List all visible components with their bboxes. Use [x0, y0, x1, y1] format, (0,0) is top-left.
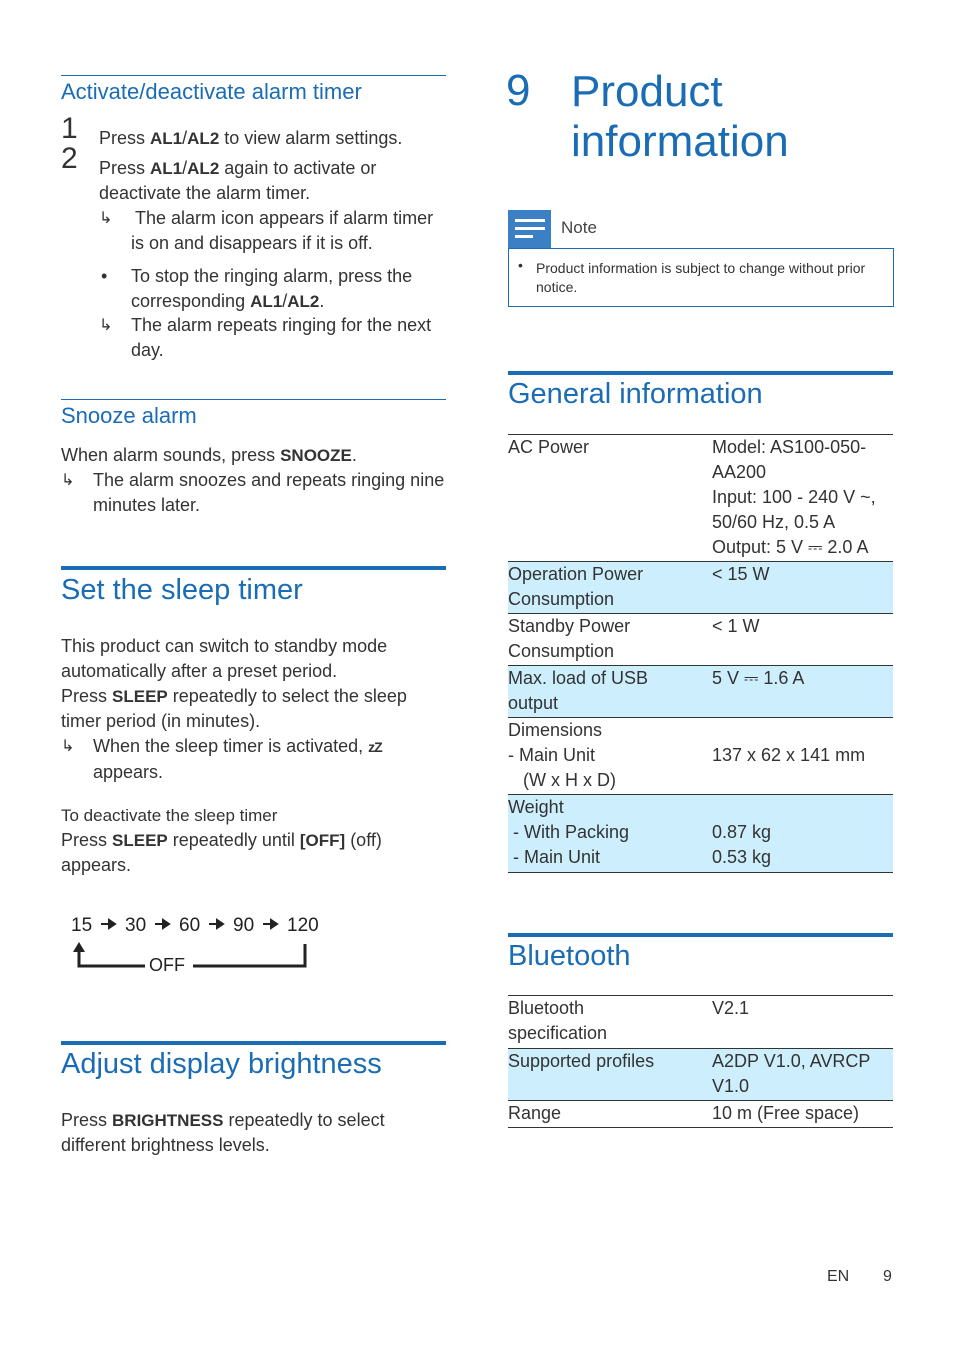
- text: .: [351, 445, 357, 465]
- sleep-cycle-diagram: [69, 908, 329, 978]
- step-number: 2: [61, 142, 78, 175]
- table-row: [508, 666, 893, 718]
- cell-line: [508, 460, 712, 485]
- sleep-title: Set the sleep timer: [61, 574, 303, 606]
- bullet-text: [99, 264, 446, 314]
- cycle-arrow-icon: [263, 920, 277, 928]
- text: repeatedly to select: [223, 1110, 385, 1130]
- text: The alarm repeats ringing for the next: [131, 315, 432, 335]
- text: appears.: [61, 855, 132, 875]
- table-row: [508, 435, 893, 562]
- key-brightness: BRIGHTNESS: [112, 1111, 224, 1130]
- cycle-value: 60: [179, 915, 201, 936]
- text: Press: [61, 830, 113, 850]
- cell-line: AC Power: [508, 437, 590, 457]
- spec-label: [508, 718, 712, 795]
- cell-line: Operation Power: [508, 564, 644, 584]
- cycle-arrow-icon: [101, 920, 115, 928]
- chapter-title: [571, 67, 789, 167]
- text: timer period (in minutes).: [61, 711, 261, 731]
- step-text: [99, 156, 446, 206]
- cell-line: Max. load of USB: [508, 668, 649, 688]
- text: automatically after a preset period.: [61, 661, 338, 681]
- key-al2: AL2: [187, 159, 220, 178]
- spec-value: [712, 795, 893, 873]
- alarm-step-1: [61, 112, 446, 148]
- spec-label: [508, 435, 712, 562]
- result-text: [99, 206, 446, 256]
- text: again to activate or: [219, 158, 377, 178]
- cell-line: [712, 718, 893, 743]
- cycle-value: 30: [125, 915, 147, 936]
- sleep-zz-icon: zZ: [368, 739, 382, 755]
- section-rule: [61, 75, 446, 76]
- cell-line: 0.53 kg: [712, 847, 772, 867]
- bluetooth-title: Bluetooth: [508, 940, 631, 972]
- cell-line: [508, 485, 712, 510]
- bluetooth-table: [508, 995, 893, 1128]
- sleep-text: [61, 634, 446, 734]
- text: Press: [61, 686, 113, 706]
- note-text: [536, 259, 865, 297]
- cell-line: 50/60 Hz, 0.5 A: [712, 512, 836, 532]
- general-info-title: General information: [508, 378, 763, 410]
- alarm-timer-title: Activate/deactivate alarm timer: [61, 79, 362, 104]
- text: To stop the ringing alarm, press the: [131, 266, 413, 286]
- cycle-return-line: [79, 944, 305, 966]
- spec-value: [712, 435, 893, 562]
- key-al1: AL1: [150, 129, 183, 148]
- text: to view alarm settings.: [219, 128, 403, 148]
- text: minutes later.: [93, 495, 201, 515]
- cell-line: [712, 1021, 893, 1046]
- cell-line: [508, 510, 712, 535]
- table-row: [508, 1049, 893, 1101]
- spec-value: [712, 562, 893, 614]
- note-label: Note: [561, 218, 597, 237]
- cell-line: [712, 795, 893, 820]
- cell-line: [508, 1074, 712, 1099]
- cell-line: V1.0: [712, 1076, 750, 1096]
- spec-value: [712, 718, 893, 795]
- text: repeatedly until: [167, 830, 300, 850]
- table-row: [508, 718, 893, 795]
- cycle-value: 15: [71, 915, 93, 936]
- spec-table: [508, 434, 893, 873]
- spec-table: [508, 995, 893, 1128]
- snooze-result: [61, 468, 446, 518]
- cell-line: - Main Unit: [508, 745, 596, 765]
- spec-label: [508, 996, 712, 1049]
- spec-value: [712, 666, 893, 718]
- text: The alarm snoozes and repeats ringing nine: [93, 470, 445, 490]
- footer-page-number: 9: [883, 1268, 892, 1285]
- table-row: [508, 562, 893, 614]
- text: When the sleep timer is activated,: [93, 736, 364, 756]
- sleep-result: [61, 734, 446, 785]
- spec-label: [508, 562, 712, 614]
- cell-line: A2DP V1.0, AVRCP: [712, 1051, 871, 1071]
- spec-value: [712, 996, 893, 1049]
- cell-line: Supported profiles: [508, 1051, 655, 1071]
- cell-line: Bluetooth: [508, 998, 585, 1018]
- alarm-step-2: [61, 142, 446, 208]
- text: corresponding: [131, 291, 251, 311]
- brightness-text: [61, 1108, 446, 1158]
- text: /: [282, 291, 288, 311]
- spec-label: [508, 614, 712, 666]
- section-rule: [61, 566, 446, 570]
- cell-line: [508, 535, 712, 560]
- section-rule: [61, 399, 446, 400]
- key-sleep: SLEEP: [112, 831, 168, 850]
- text: /: [182, 128, 188, 148]
- spec-value: [712, 1101, 893, 1128]
- cycle-return-arrow-icon: [73, 942, 85, 952]
- alarm-bullet-1: [99, 264, 446, 314]
- cell-line: (W x H x D): [508, 770, 616, 790]
- key-al2: AL2: [287, 292, 320, 311]
- display-off: [OFF]: [299, 831, 346, 850]
- sleep-deactivate-text: [61, 828, 446, 878]
- cycle-arrow-icon: [209, 920, 223, 928]
- cell-line: Standby Power: [508, 616, 631, 636]
- table-row: [508, 795, 893, 873]
- table-row: [508, 614, 893, 666]
- cell-line: output: [508, 693, 559, 713]
- chapter-number: 9: [506, 66, 531, 115]
- text: (off): [345, 830, 382, 850]
- section-rule: [508, 933, 893, 937]
- result-text: [61, 468, 446, 518]
- text: notice.: [536, 279, 578, 295]
- cell-line: Dimensions: [508, 720, 603, 740]
- section-rule: [508, 371, 893, 375]
- spec-label: [508, 1049, 712, 1101]
- cell-line: Range: [508, 1103, 562, 1123]
- alarm-result-1: [99, 206, 446, 256]
- footer-lang: EN: [827, 1268, 850, 1285]
- snooze-text: [61, 443, 446, 468]
- key-sleep: SLEEP: [112, 687, 168, 706]
- text: .: [319, 291, 325, 311]
- sleep-deactivate-title: To deactivate the sleep timer: [61, 806, 278, 825]
- cell-line: Input: 100 - 240 V ~,: [712, 487, 876, 507]
- text: repeatedly to select the sleep: [167, 686, 407, 706]
- table-row: [508, 1101, 893, 1128]
- cycle-value: 90: [233, 915, 255, 936]
- general-info-table: [508, 434, 893, 873]
- cell-line: AA200: [712, 462, 767, 482]
- cell-line: Output: 5 V ⎓ 2.0 A: [712, 537, 869, 557]
- key-al1: AL1: [150, 159, 183, 178]
- text: When alarm sounds, press: [61, 445, 281, 465]
- key-snooze: SNOOZE: [280, 446, 352, 465]
- cell-line: - Main Unit: [508, 847, 601, 867]
- key-al1: AL1: [250, 292, 283, 311]
- cell-line: 137 x 62 x 141 mm: [712, 745, 866, 765]
- cell-line: 10 m (Free space): [712, 1103, 860, 1123]
- text: is on and disappears if it is off.: [131, 233, 373, 253]
- bullet-icon: •: [518, 257, 523, 273]
- spec-label: [508, 795, 712, 873]
- note-icon: [508, 210, 551, 248]
- snooze-title: Snooze alarm: [61, 403, 197, 428]
- text: deactivate the alarm timer.: [99, 183, 311, 203]
- cycle-off-label: OFF: [149, 955, 185, 975]
- result-text: [61, 734, 446, 785]
- cell-line: [712, 691, 893, 716]
- cell-line: Model: AS100-050-: [712, 437, 867, 457]
- result-text: [99, 313, 446, 363]
- right-column: [508, 0, 893, 1350]
- alarm-result-2: [99, 313, 446, 363]
- key-al2: AL2: [187, 129, 220, 148]
- text: appears.: [93, 762, 164, 782]
- cell-line: specification: [508, 1023, 608, 1043]
- spec-label: [508, 666, 712, 718]
- text: /: [182, 158, 188, 178]
- cell-line: - With Packing: [508, 822, 630, 842]
- cycle-value: 120: [287, 915, 319, 936]
- result-arrow-icon: ↳: [61, 472, 75, 489]
- text: day.: [131, 340, 164, 360]
- cell-line: [712, 639, 893, 664]
- cell-line: 5 V ⎓ 1.6 A: [712, 668, 805, 688]
- note-box: [508, 248, 894, 307]
- table-row: [508, 996, 893, 1049]
- bullet-icon: •: [101, 266, 108, 286]
- result-arrow-icon: ↳: [99, 210, 113, 227]
- left-column: [61, 0, 446, 1350]
- result-arrow-icon: ↳: [99, 317, 113, 334]
- text: Press: [99, 128, 151, 148]
- section-rule: [61, 1041, 446, 1045]
- cell-line: [712, 768, 893, 793]
- spec-label: [508, 1101, 712, 1128]
- result-arrow-icon: ↳: [61, 738, 75, 755]
- cell-line: [712, 587, 893, 612]
- step-number: 1: [61, 112, 78, 145]
- brightness-title: Adjust display brightness: [61, 1048, 382, 1080]
- text: The alarm icon appears if alarm timer: [135, 208, 434, 228]
- text: Product information is subject to change without prior: [536, 260, 866, 276]
- cycle-arrow-icon: [155, 920, 169, 928]
- cell-line: Consumption: [508, 589, 615, 609]
- text: different brightness levels.: [61, 1135, 270, 1155]
- cell-line: 0.87 kg: [712, 822, 772, 842]
- cell-line: Weight: [508, 797, 564, 817]
- text: Press: [99, 158, 151, 178]
- cell-line: < 15 W: [712, 564, 770, 584]
- text: This product can switch to standby mode: [61, 636, 388, 656]
- spec-value: [712, 1049, 893, 1101]
- cell-line: Consumption: [508, 641, 615, 661]
- spec-value: [712, 614, 893, 666]
- cell-line: V2.1: [712, 998, 750, 1018]
- text: Product: [571, 67, 723, 116]
- cell-line: < 1 W: [712, 616, 760, 636]
- text: Press: [61, 1110, 113, 1130]
- text: information: [571, 117, 789, 166]
